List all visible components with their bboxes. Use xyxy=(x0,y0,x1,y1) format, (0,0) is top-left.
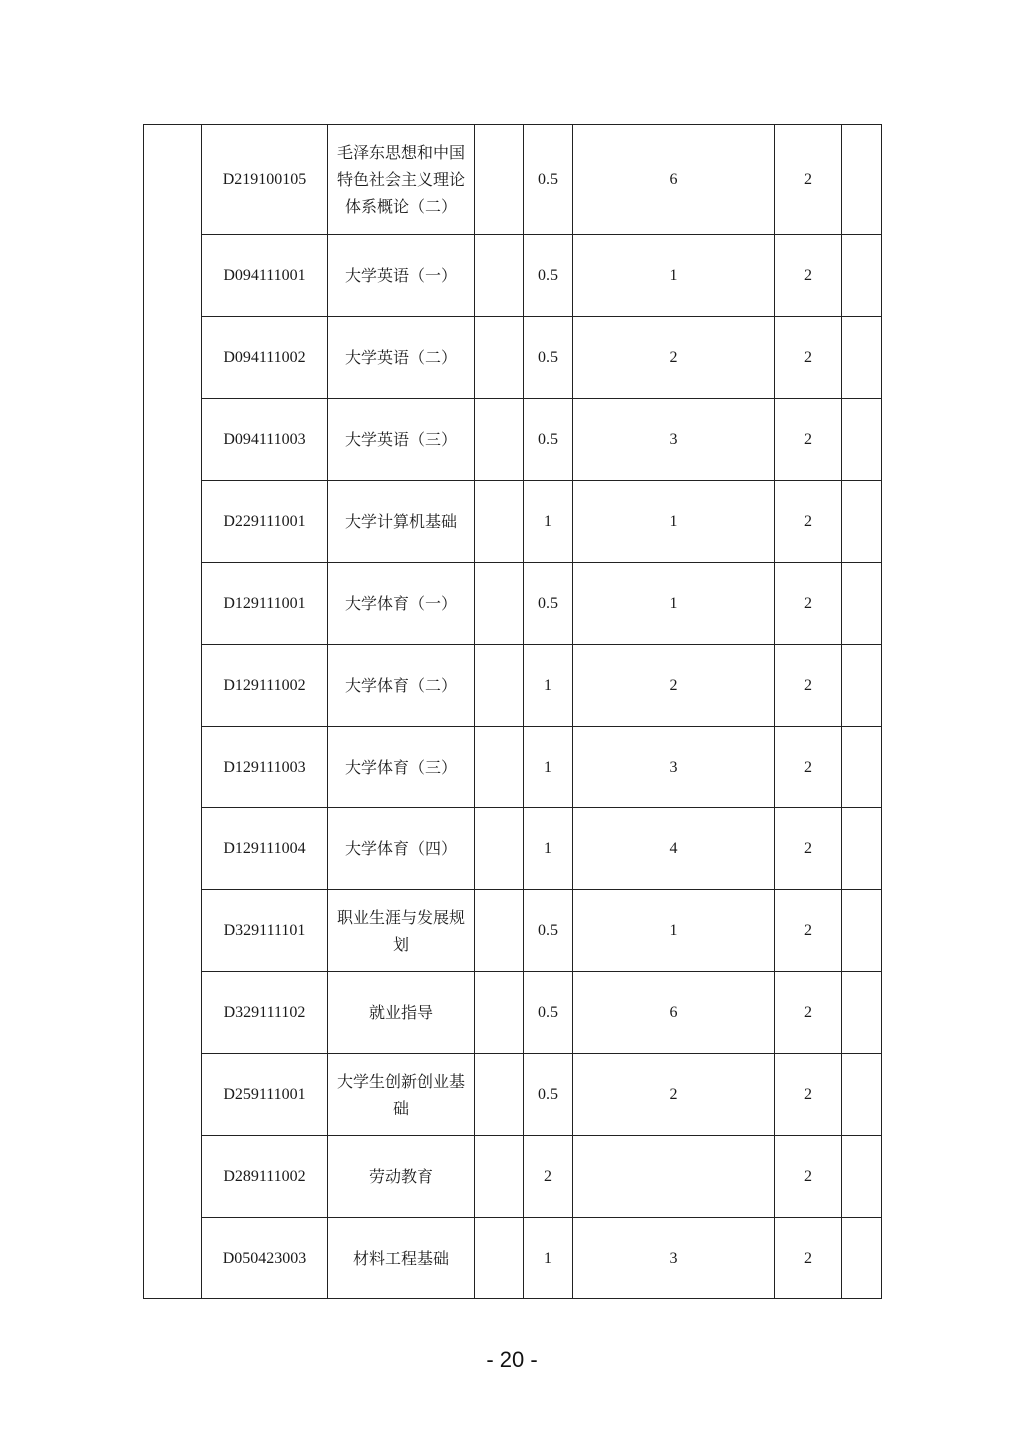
credit-cell: 1 xyxy=(524,808,573,890)
weeks-cell: 2 xyxy=(775,481,842,563)
table-row xyxy=(144,1054,882,1136)
credit-cell: 0.5 xyxy=(524,890,573,972)
course-name-cell: 职业生涯与发展规划 xyxy=(328,890,475,972)
course-name-cell: 大学英语（三） xyxy=(328,399,475,481)
course-code-cell: D094111003 xyxy=(202,399,328,481)
course-code-cell: D259111001 xyxy=(202,1054,328,1136)
course-code-cell: D129111002 xyxy=(202,645,328,727)
note-cell xyxy=(842,890,882,972)
blank-cell xyxy=(475,317,524,399)
semester-cell: 1 xyxy=(573,235,775,317)
course-name-cell: 大学体育（一） xyxy=(328,563,475,645)
course-name-cell: 劳动教育 xyxy=(328,1136,475,1218)
note-cell xyxy=(842,563,882,645)
table-row xyxy=(144,1218,882,1299)
table-row xyxy=(144,972,882,1054)
note-cell xyxy=(842,481,882,563)
blank-cell xyxy=(475,235,524,317)
credit-cell: 1 xyxy=(524,1218,573,1299)
course-name-cell: 毛泽东思想和中国特色社会主义理论体系概论（二） xyxy=(328,125,475,235)
blank-cell xyxy=(475,727,524,808)
course-code-cell: D129111004 xyxy=(202,808,328,890)
note-cell xyxy=(842,808,882,890)
course-name-cell: 大学体育（三） xyxy=(328,727,475,808)
weeks-cell: 2 xyxy=(775,1218,842,1299)
course-code-cell: D289111002 xyxy=(202,1136,328,1218)
table-row xyxy=(144,125,882,235)
semester-cell xyxy=(573,1136,775,1218)
weeks-cell: 2 xyxy=(775,727,842,808)
course-name-cell: 大学英语（二） xyxy=(328,317,475,399)
table-row xyxy=(144,563,882,645)
weeks-cell: 2 xyxy=(775,808,842,890)
note-cell xyxy=(842,1218,882,1299)
weeks-cell: 2 xyxy=(775,563,842,645)
blank-cell xyxy=(475,1136,524,1218)
weeks-cell: 2 xyxy=(775,235,842,317)
credit-cell: 1 xyxy=(524,727,573,808)
note-cell xyxy=(842,235,882,317)
course-code-cell: D050423003 xyxy=(202,1218,328,1299)
credit-cell: 0.5 xyxy=(524,1054,573,1136)
weeks-cell: 2 xyxy=(775,890,842,972)
semester-cell: 3 xyxy=(573,1218,775,1299)
semester-cell: 2 xyxy=(573,645,775,727)
semester-cell: 3 xyxy=(573,399,775,481)
course-code-cell: D219100105 xyxy=(202,125,328,235)
course-code-cell: D329111101 xyxy=(202,890,328,972)
semester-cell: 2 xyxy=(573,1054,775,1136)
credit-cell: 0.5 xyxy=(524,235,573,317)
semester-cell: 2 xyxy=(573,317,775,399)
note-cell xyxy=(842,399,882,481)
table-row xyxy=(144,890,882,972)
blank-cell xyxy=(475,1054,524,1136)
credit-cell: 0.5 xyxy=(524,317,573,399)
blank-cell xyxy=(475,890,524,972)
table-row xyxy=(144,235,882,317)
course-table xyxy=(143,124,882,1299)
note-cell xyxy=(842,317,882,399)
blank-cell xyxy=(475,399,524,481)
table-row xyxy=(144,481,882,563)
note-cell xyxy=(842,125,882,235)
course-table-body xyxy=(144,125,882,1299)
course-name-cell: 材料工程基础 xyxy=(328,1218,475,1299)
weeks-cell: 2 xyxy=(775,125,842,235)
blank-cell xyxy=(475,481,524,563)
weeks-cell: 2 xyxy=(775,645,842,727)
page-number: - 20 - xyxy=(486,1347,538,1372)
credit-cell: 2 xyxy=(524,1136,573,1218)
course-code-cell: D094111001 xyxy=(202,235,328,317)
table-row xyxy=(144,399,882,481)
semester-cell: 6 xyxy=(573,125,775,235)
note-cell xyxy=(842,972,882,1054)
blank-cell xyxy=(475,645,524,727)
blank-cell xyxy=(475,563,524,645)
blank-cell xyxy=(475,125,524,235)
table-row xyxy=(144,727,882,808)
note-cell xyxy=(842,1054,882,1136)
course-name-cell: 就业指导 xyxy=(328,972,475,1054)
blank-cell xyxy=(475,972,524,1054)
category-cell xyxy=(144,125,202,1299)
table-row xyxy=(144,1136,882,1218)
course-name-cell: 大学体育（二） xyxy=(328,645,475,727)
course-code-cell: D129111003 xyxy=(202,727,328,808)
semester-cell: 1 xyxy=(573,563,775,645)
weeks-cell: 2 xyxy=(775,1054,842,1136)
course-code-cell: D329111102 xyxy=(202,972,328,1054)
weeks-cell: 2 xyxy=(775,399,842,481)
course-code-cell: D129111001 xyxy=(202,563,328,645)
weeks-cell: 2 xyxy=(775,317,842,399)
table-row xyxy=(144,808,882,890)
table-row xyxy=(144,645,882,727)
semester-cell: 3 xyxy=(573,727,775,808)
blank-cell xyxy=(475,1218,524,1299)
blank-cell xyxy=(475,808,524,890)
course-name-cell: 大学体育（四） xyxy=(328,808,475,890)
weeks-cell: 2 xyxy=(775,1136,842,1218)
course-name-cell: 大学计算机基础 xyxy=(328,481,475,563)
credit-cell: 0.5 xyxy=(524,125,573,235)
course-name-cell: 大学英语（一） xyxy=(328,235,475,317)
table-row xyxy=(144,317,882,399)
note-cell xyxy=(842,727,882,808)
credit-cell: 1 xyxy=(524,481,573,563)
credit-cell: 0.5 xyxy=(524,563,573,645)
weeks-cell: 2 xyxy=(775,972,842,1054)
semester-cell: 1 xyxy=(573,890,775,972)
course-code-cell: D094111002 xyxy=(202,317,328,399)
course-name-cell: 大学生创新创业基础 xyxy=(328,1054,475,1136)
credit-cell: 0.5 xyxy=(524,399,573,481)
credit-cell: 0.5 xyxy=(524,972,573,1054)
course-code-cell: D229111001 xyxy=(202,481,328,563)
note-cell xyxy=(842,1136,882,1218)
note-cell xyxy=(842,645,882,727)
semester-cell: 4 xyxy=(573,808,775,890)
semester-cell: 1 xyxy=(573,481,775,563)
credit-cell: 1 xyxy=(524,645,573,727)
semester-cell: 6 xyxy=(573,972,775,1054)
